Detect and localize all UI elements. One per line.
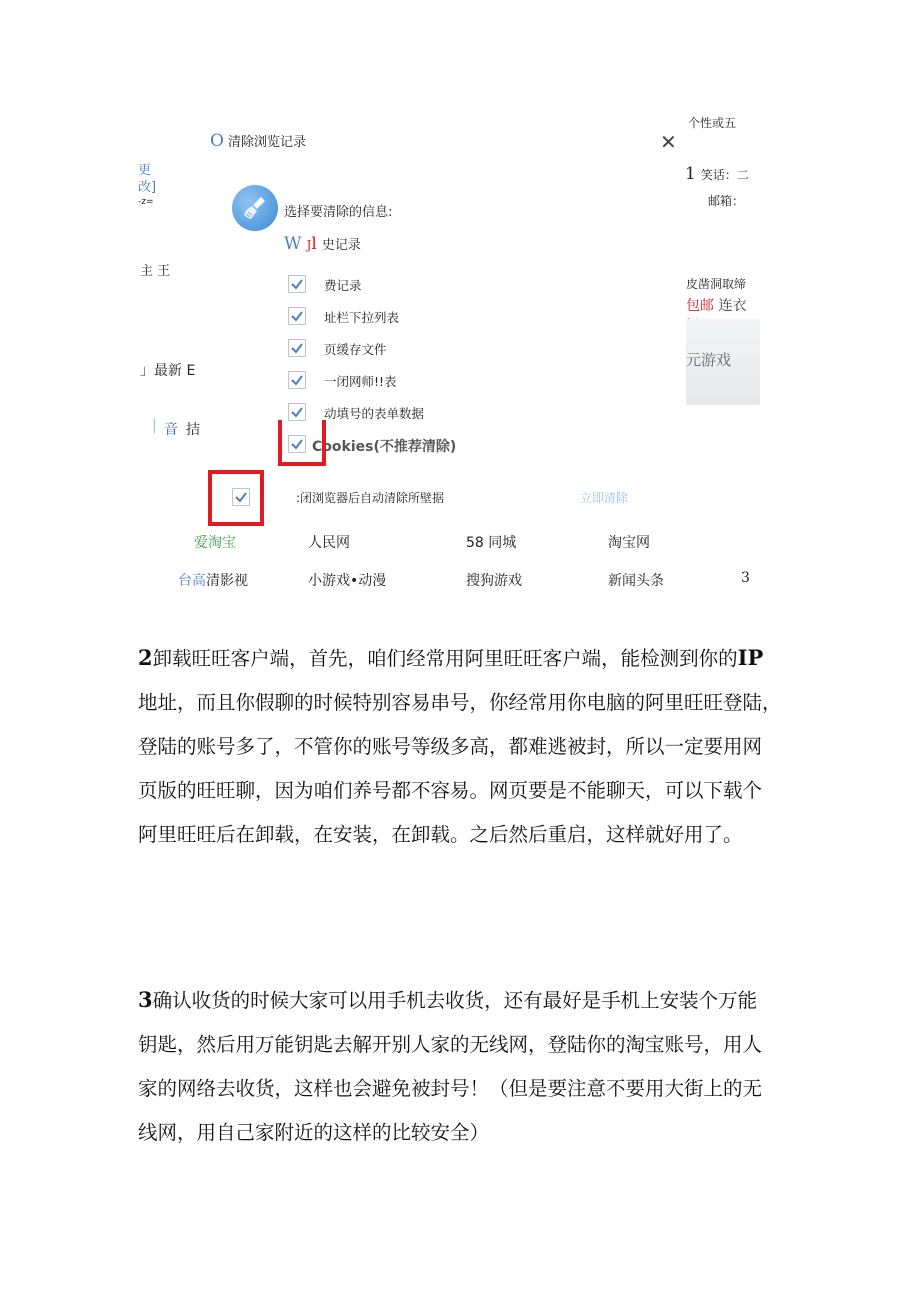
link-games-anime[interactable]: 小游戏•动漫 <box>308 573 387 589</box>
para2-line-3: 登陆的账号多了，不管你的账号等级多高，都难逃被封，所以一定要用网 <box>138 735 763 758</box>
sound-fragment-2: 拮 <box>186 422 200 438</box>
thumbnail-band <box>686 319 760 405</box>
paragraph-2 <box>138 636 798 857</box>
clear-prompt: 选择要清除的信息: <box>284 205 393 220</box>
sound-fragment: 音 <box>164 422 178 438</box>
history-row[interactable] <box>284 234 361 254</box>
para3-line-2: 钥匙，然后用万能钥匙去解开别人家的无线网，登陆你的淘宝账号，用人 <box>138 1033 763 1056</box>
clear-option-label: 页缓存文件 <box>324 342 387 357</box>
link-hd-video[interactable]: 台高清影视 <box>178 573 248 589</box>
link-sogou-games[interactable]: 搜狗游戏 <box>466 573 522 589</box>
close-button[interactable]: ✕ <box>660 130 677 154</box>
auto-clear-checkbox[interactable] <box>232 488 250 506</box>
latest-fragment: 」最新 E <box>140 363 196 379</box>
link-news[interactable]: 新闻头条 <box>608 573 664 589</box>
para2-num: 2 <box>138 645 153 670</box>
link-taobao[interactable]: 淘宝网 <box>608 535 650 551</box>
para2-line-2: 地址，而且你假聊的时候特别容易串号，你经常用你电脑的阿里旺旺登陆， <box>138 691 782 714</box>
right-line-2-text: 笑话：二 <box>700 168 749 182</box>
history-mark: J <box>306 238 312 252</box>
para3-line-3: 家的网络去收货，这样也会避免被封号！（但是要注意不要用大街上的无 <box>138 1077 763 1100</box>
clear-option-label: Cookies(不推荐清除) <box>312 439 457 455</box>
right-line-3: 邮箱： <box>708 194 745 208</box>
paragraph-3 <box>138 978 798 1155</box>
clear-option-checkbox[interactable] <box>288 275 306 293</box>
dialog-title <box>210 131 306 151</box>
clear-option-label: 动填号的表单数据 <box>324 406 425 421</box>
small-code: -z= <box>138 197 154 207</box>
right-line-1: 个性或五 <box>688 116 737 130</box>
row2-extra: 3 <box>741 570 750 586</box>
clear-option-label: 费记录 <box>324 278 362 293</box>
link-renmin[interactable]: 人民网 <box>308 535 350 551</box>
highlight-box <box>278 420 326 466</box>
history-bar: l <box>311 234 317 254</box>
bar-mark: | <box>152 418 157 434</box>
clear-option-label: 址栏下拉列表 <box>324 310 400 325</box>
thumbnail <box>686 295 760 405</box>
clear-option-checkbox[interactable] <box>288 307 306 325</box>
clear-option-label: 一闭网师!!表 <box>324 374 397 389</box>
cut-text: 主 王 <box>140 264 171 279</box>
history-label: 史记录 <box>321 238 361 253</box>
clear-option-checkbox[interactable] <box>288 371 306 389</box>
thumb-game: 元游戏 <box>686 351 732 369</box>
right-line-2 <box>685 164 749 184</box>
dialog-title-icon: O <box>210 131 224 151</box>
auto-clear-label: :闭浏览器后自动清除所壁据 <box>296 491 445 505</box>
broom-icon <box>232 185 278 231</box>
para2-line-1 <box>138 636 798 681</box>
thumb-text: 连衣 <box>718 298 747 314</box>
dialog-title-text: 清除浏览记录 <box>227 135 306 150</box>
change-fragment-2: 改] <box>138 180 157 195</box>
link-ai-taobao[interactable]: 爱淘宝 <box>194 535 236 551</box>
thumbnail-header <box>686 295 760 319</box>
clear-now-button[interactable]: 立即清除 <box>580 491 629 505</box>
history-prefix: W <box>284 234 302 254</box>
para3-line-4: 线网，用自己家附近的这样的比较安全） <box>138 1121 490 1144</box>
para2-text-1: 卸载旺旺客户端，首先，咱们经常用阿里旺旺客户端，能检测到你的 <box>152 647 738 670</box>
right-line-4: 皮凿洞取缔 <box>686 277 747 291</box>
link-58[interactable]: 58 同城 <box>466 535 517 551</box>
para2-line-4: 页版的旺旺聊，因为咱们养号都不容易。网页要是不能聊天，可以下载个 <box>138 779 763 802</box>
ip-text: IP <box>737 645 764 670</box>
thumb-red-text: 包邮 <box>686 298 714 314</box>
para3-num: 3 <box>138 987 153 1012</box>
right-line-2-num: 1 <box>685 164 696 184</box>
change-fragment-1: 更 <box>138 163 152 178</box>
clear-option-checkbox[interactable] <box>288 339 306 357</box>
para3-text-1: 确认收货的时候大家可以用手机去收货，还有最好是手机上安装个万能 <box>152 989 758 1012</box>
para3-line-1 <box>138 978 798 1023</box>
clear-option-checkbox[interactable] <box>288 403 306 421</box>
para2-line-5: 阿里旺旺后在卸载，在安装，在卸载。之后然后重启，这样就好用了。 <box>138 823 743 846</box>
